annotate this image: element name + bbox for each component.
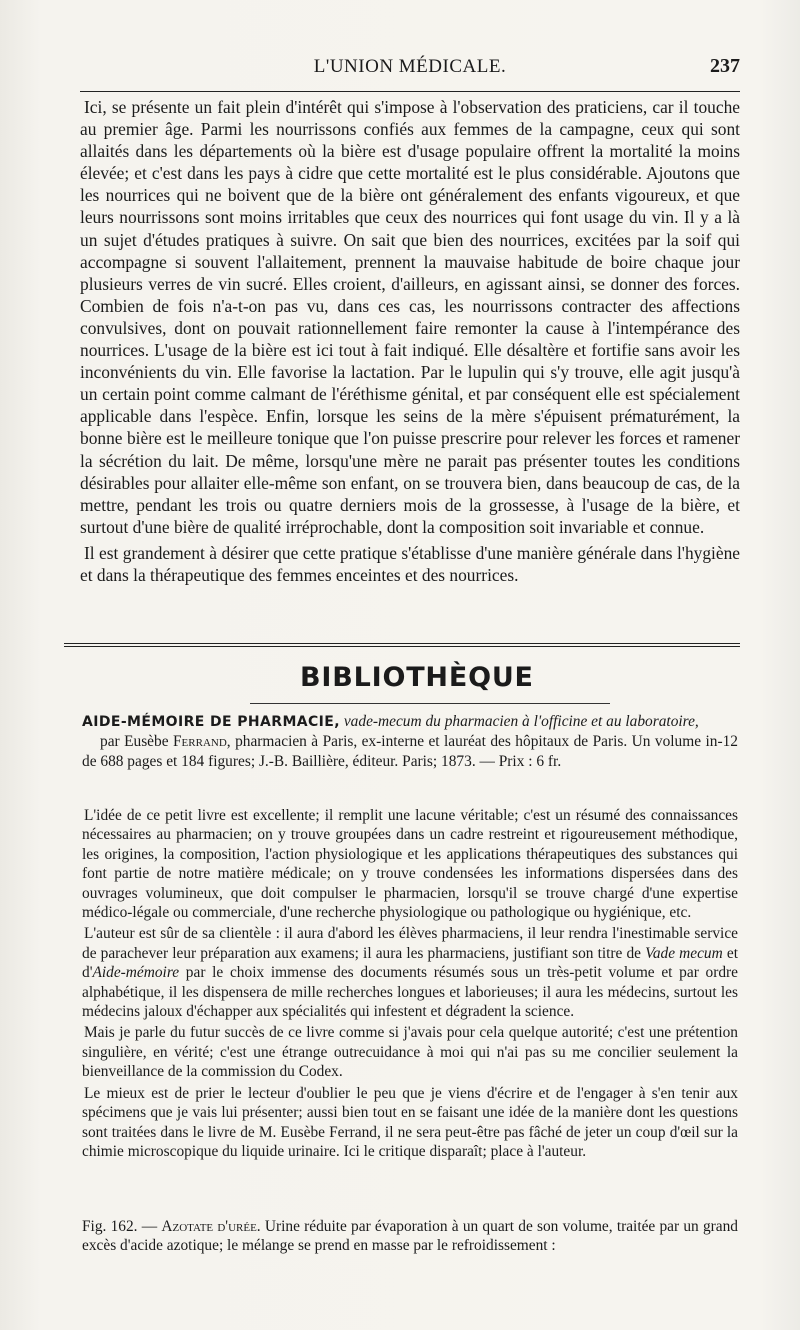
review-paragraph-1: L'idée de ce petit livre est excellente; il remplit une lacune véritable; c'est un résumé des connaissances nécessaires au pharmacien; on y trouve groupées dans un cadre restreint et rigoureusement méthodique, les origines, la composition, l'action physiologique et les applications thérapeutiques des substances qui font partie de notre matière médicale; on y trouve condensées les informations dispersées dans des ouvrages volumineux, que doit compulser le pharmacien, lorsqu'il se trouve chargé d'une expertise médico-légale ou commerciale, d'une recherche physiologique ou pathologique ou hygiénique, etc. xyxy=(82,807,738,922)
figure-caption xyxy=(82,1217,738,1256)
review-paragraph-4: Le mieux est de prier le lecteur d'oublier le peu que je viens d'écrire et de l'engager à s'en tenir aux spécimens que je vais lui présenter; aussi bien tout en se faisant une idée de la manière dont les questions sont traitées dans le livre de M. Eusèbe Ferrand, il ne sera peut-être pas fâché de jeter un coup d'œil sur la chimie microscopique du liquide urinaire. Ici le critique disparaît; place à l'auteur. xyxy=(82,1084,738,1160)
intro-paragraph-2: Il est grandement à désirer que cette pratique s'établisse d'une manière générale dans l'hygiène et dans la thérapeutique des femmes enceintes et des nourrices. xyxy=(80,542,740,585)
review-p2-part-a: L'auteur est sûr de sa clientèle : il aura d'abord les élèves pharmaciens, il leur rendra l'inestimable service de parachever leur préparation aux examens; il aura les pharmaciens, justifiant son titre de xyxy=(82,925,738,962)
book-by: par Eusèbe xyxy=(100,733,169,751)
review-paragraph-3: Mais je parle du futur succès de ce livre comme si j'avais pour cela quelque autorité; c'est une prétention singulière, en vérité; c'est une étrange outrecuidance à moi qui n'ai pas su me concilier seulement la bienveillance de la commission du Codex. xyxy=(82,1024,738,1081)
book-subtitle: vade-mecum du pharmacien à l'officine et au laboratoire, xyxy=(343,713,699,730)
book-citation xyxy=(82,712,738,771)
figure-text: Urine réduite par évaporation à un quart de son volume, traitée par un grand excès d'acide azotique; le mélange se prend en masse par le refroidissement : xyxy=(82,1218,738,1255)
section-divider xyxy=(64,643,740,647)
book-author: Ferrand xyxy=(173,733,227,751)
review-vade-mecum: Vade mecum xyxy=(645,944,723,962)
book-details: , pharmacien à Paris, ex-interne et lauréat des hôpitaux de Paris. Un volume in-12 de 688 pages et 184 figures; J.-B. Baillière, éditeur. Paris; 1873. — Prix : 6 fr. xyxy=(82,733,738,770)
section-title: BIBLIOTHÈQUE xyxy=(300,662,534,693)
book-review xyxy=(82,806,738,1161)
intro-text xyxy=(80,96,740,586)
book-entry xyxy=(82,712,738,771)
figure-label: Fig. 162. — xyxy=(82,1218,158,1235)
review-p2-part-b: et d' xyxy=(82,944,738,982)
header-rule xyxy=(80,91,740,92)
section-rule xyxy=(250,703,610,704)
book-title: AIDE-MÉMOIRE DE PHARMACIE, xyxy=(82,714,340,730)
review-aide-memoire: Aide-mémoire xyxy=(92,964,180,982)
running-header xyxy=(80,52,740,82)
review-p2-part-c: par le choix immense des documents résumés sous un très-petit volume et par ordre alphabétique, il les dispensera de mille recherches longues et laborieuses; il aura les médecins, surtout les médecins jaloux d'échapper aux spécialités qui infestent et dégradent la science. xyxy=(82,964,738,1021)
journal-title: L'UNION MÉDICALE. xyxy=(313,56,507,77)
review-paragraph-2 xyxy=(82,924,738,1021)
intro-paragraph-1: Ici, se présente un fait plein d'intérêt qui s'impose à l'observation des praticiens, car il touche au premier âge. Parmi les nourrissons confiés aux femmes de la campagne, ceux qui sont allaités dans les départements où la bière est d'usage populaire offrent la mortalité la moins élevée; et c'est dans les pays à cidre que cette mortalité est le plus considérable. Ajoutons que les nourrices qui ne boivent que de la bière ont généralement des enfants vigoureux, et que leurs nourrissons sont moins irritables que ceux des nourrices qui font usage du vin. Il y a là un sujet d'études pratiques à suivre. On sait que bien des nourrices, excitées par la soif qui accompagne si souvent l'allaitement, prennent la mauvaise habitude de boire chaque jour plusieurs verres de vin sucré. Elles croient, d'ailleurs, en agissant ainsi, se donner des forces. Combien de fois n'a-t-on pas vu, dans ces cas, les nourrissons contracter des affections convulsives, dont on pouvait rationnellement faire remonter la cause à l'intempérance des nourrices. L'usage de la bière est ici tout à fait indiqué. Elle désaltère et fortifie sans avoir les inconvénients du vin. Elle favorise la lactation. Par le lupulin qui s'y trouve, elle agit jusqu'à un certain point comme calmant de l'éréthisme génital, et par conséquent elle est spécialement applicable dans l'espèce. Enfin, lorsque les seins de la mère s'épuisent prématurément, la bonne bière est le meilleure tonique que l'on puisse prescrire pour relever les forces et ramener la sécrétion du lait. De même, lorsqu'une mère ne parait pas présenter toutes les conditions désirables pour allaiter elle-même son enfant, on se trouvera bien, dans beaucoup de cas, de la mettre, pendant les trois ou quatre derniers mois de la grossesse, à l'usage de la bière, et surtout d'une bière de qualité irréprochable, dont la composition soit invariable et connue. xyxy=(80,97,740,537)
figure-name: Azotate d'urée. xyxy=(161,1218,261,1235)
page-number: 237 xyxy=(710,55,740,77)
